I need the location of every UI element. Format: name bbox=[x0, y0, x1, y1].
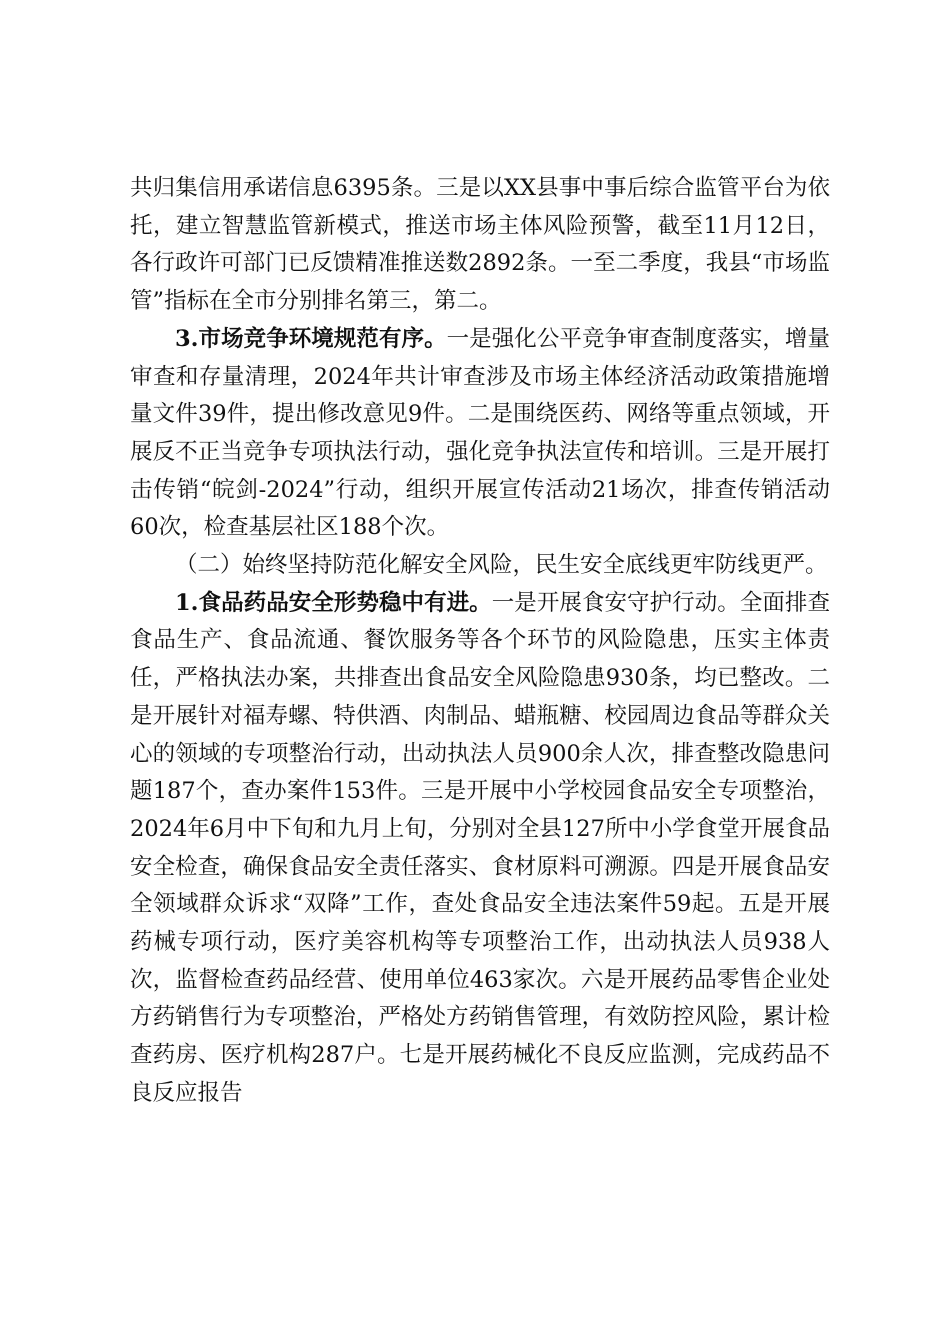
section-body-1: 一是开展食安守护行动。全面排查食品生产、食品流通、餐饮服务等各个环节的风险隐患，压实主体责任，严格执法办案，共排查出食品安全风险隐患930条，均已整改。二是开展针对福寿螺、特供酒、肉制品、蜡瓶糖、校园周边食品等群众关心的领域的专项整治行动，出动执法人员900余人次，排查整改隐患问题187个，查办案件153件。三是开展中小学校园食品安全专项整治，2024年6月中下旬和九月上旬，分别对全县127所中小学食堂开展食品安全检查，确保食品安全责任落实、食材原料可溯源。四是开展食品安全领域群众诉求“双降”工作，查处食品安全违法案件59起。五是开展药械专项行动，医疗美容机构等专项整治工作，出动执法人员938人次，监督检查药品经营、使用单位463家次。六是开展药品零售企业处方药销售行为专项整治，严格处方药销售管理，有效防控风险，累计检查药房、医疗机构287户。七是开展药械化不良反应监测，完成药品不良反应报告 bbox=[130, 589, 830, 1106]
paragraph-market-competition bbox=[130, 321, 830, 547]
subsection-heading-2: （二）始终坚持防范化解安全风险，民生安全底线更牢防线更严。 bbox=[175, 552, 828, 579]
paragraph-food-drug-safety bbox=[130, 585, 830, 1113]
section-heading-1: 1.食品药品安全形势稳中有进。 bbox=[175, 589, 492, 616]
document-page bbox=[130, 170, 830, 1113]
section-body-3: 一是强化公平竞争审查制度落实，增量审查和存量清理，2024年共计审查涉及市场主体经济活动政策措施增量文件39件，提出修改意见9件。二是围绕医药、网络等重点领域，开展反不正当竞争专项执法行动，强化竞争执法宣传和培训。三是开展打击传销“皖剑-2024”行动，组织开展宣传活动21场次，排查传销活动60次，检查基层社区188个次。 bbox=[130, 325, 830, 541]
section-heading-3: 3.市场竞争环境规范有序。 bbox=[175, 325, 447, 352]
paragraph-credit-info: 共归集信用承诺信息6395条。三是以XX县事中事后综合监管平台为依托，建立智慧监管新模式，推送市场主体风险预警，截至11月12日，各行政许可部门已反馈精准推送数2892条。一至二季度，我县“市场监管”指标在全市分别排名第三，第二。 bbox=[130, 175, 830, 315]
